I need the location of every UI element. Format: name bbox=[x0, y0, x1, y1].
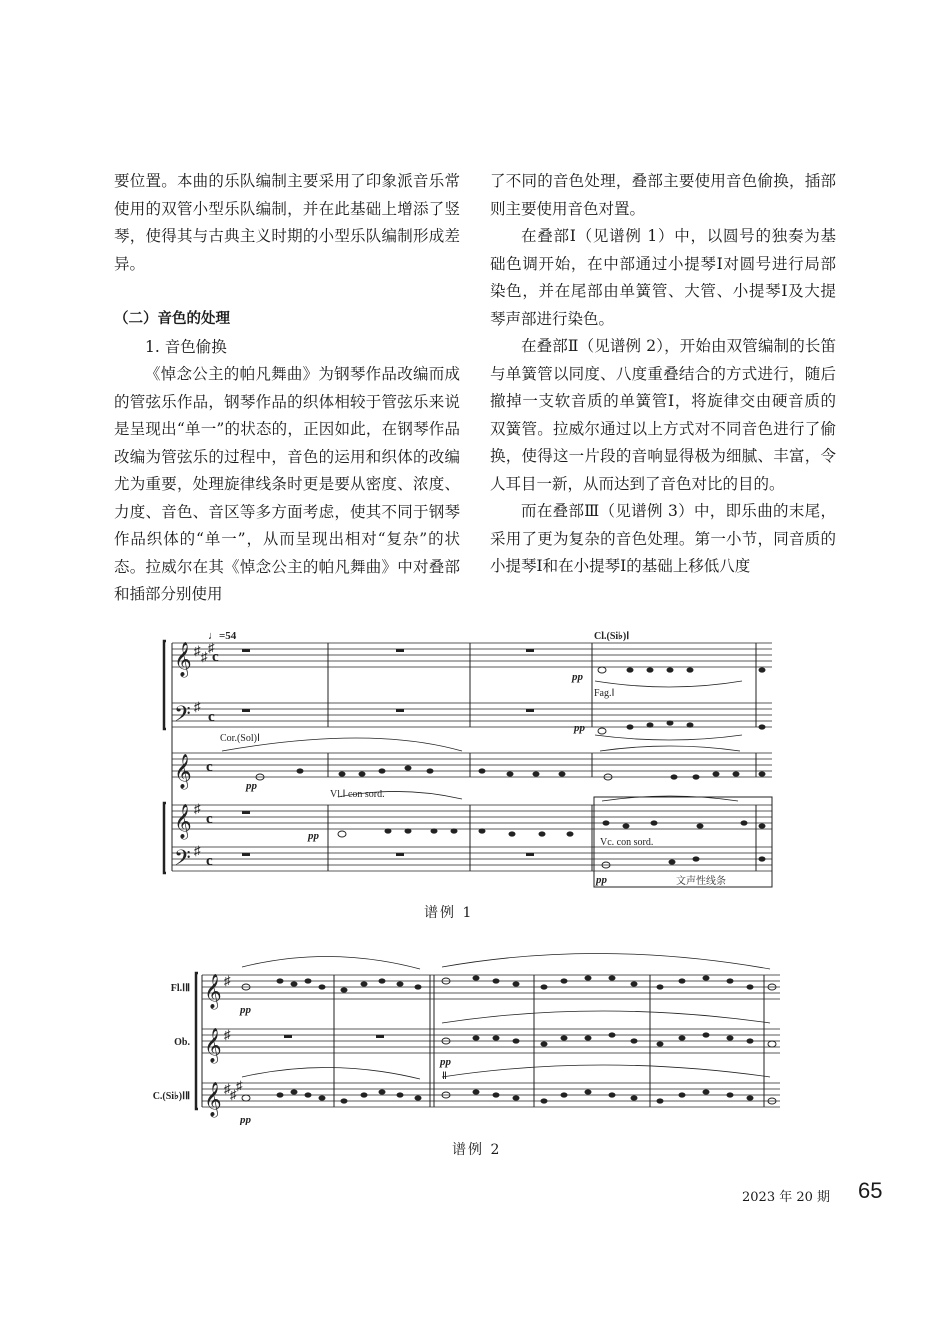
svg-text:♯: ♯ bbox=[224, 1027, 231, 1042]
svg-text:♯: ♯ bbox=[236, 1078, 243, 1093]
svg-text:c: c bbox=[206, 853, 213, 869]
staff-clarinet bbox=[172, 643, 772, 667]
staff-flute bbox=[202, 975, 780, 999]
cello-label: Vc. con sord. bbox=[600, 837, 654, 848]
section-heading: （二）音色的处理 bbox=[114, 311, 230, 327]
subsection-heading: 1. 音色偷换 bbox=[145, 337, 227, 356]
dynamic-marking: pp bbox=[308, 830, 319, 842]
svg-text:𝄞: 𝄞 bbox=[174, 755, 192, 788]
svg-text:𝄢: 𝄢 bbox=[174, 846, 191, 875]
svg-text:c: c bbox=[206, 759, 213, 775]
box-annotation: 文声性线条 bbox=[676, 876, 726, 887]
svg-text:♯: ♯ bbox=[224, 1081, 231, 1096]
staff-clarinet bbox=[202, 1083, 780, 1107]
svg-text:c: c bbox=[212, 649, 219, 665]
svg-text:♯: ♯ bbox=[224, 973, 231, 988]
dynamic-marking: pp bbox=[240, 1114, 251, 1125]
svg-text:𝄞: 𝄞 bbox=[174, 805, 192, 838]
paragraph: 在叠部Ⅰ（见谱例 1）中，以圆号的独奏为基础色调开始，在中部通过小提琴Ⅰ对圆号进行局部染色，并在尾部由单簧管、大管、小提琴Ⅰ及大提琴声部进行染色。 bbox=[490, 227, 836, 328]
dynamic-marking: pp bbox=[246, 780, 257, 792]
score-caption-2: 谱例 2 bbox=[452, 1142, 502, 1158]
staff-cello bbox=[172, 847, 772, 871]
dynamic-marking: pp bbox=[596, 874, 607, 886]
staff-bassoon bbox=[172, 703, 772, 727]
svg-text:𝄞: 𝄞 bbox=[204, 1083, 222, 1116]
paragraph: 而在叠部Ⅲ（见谱例 3）中，即乐曲的末尾，采用了更为复杂的音色处理。第一小节，同音质的小提琴Ⅰ和在小提琴Ⅰ的基础上移低八度 bbox=[490, 502, 836, 575]
text-column-right bbox=[490, 168, 836, 581]
svg-text:♯: ♯ bbox=[194, 843, 201, 858]
text-column-left bbox=[114, 168, 460, 609]
dynamic-marking: pp bbox=[572, 671, 583, 683]
clarinet-label: C.(Si♭)ⅠⅡ bbox=[152, 1091, 190, 1102]
paragraph: 要位置。本曲的乐队编制主要采用了印象派音乐常使用的双管小型乐队编制，并在此基础上增添了竖琴，使得其与古典主义时期的小型乐队编制形成差异。 bbox=[114, 172, 460, 273]
tempo-marking: ♩=54 bbox=[208, 630, 237, 642]
svg-text:c: c bbox=[208, 709, 215, 725]
score-example-2 bbox=[130, 945, 795, 1125]
svg-text:c: c bbox=[206, 811, 213, 827]
svg-text:𝄞: 𝄞 bbox=[204, 975, 222, 1008]
svg-text:♯: ♯ bbox=[208, 640, 215, 655]
issue-label: 2023 年 20 期 bbox=[742, 1190, 831, 1205]
clarinet-label: Cl.(Si♭)Ⅰ bbox=[594, 631, 630, 642]
svg-text:♯: ♯ bbox=[201, 649, 208, 664]
svg-text:♯: ♯ bbox=[194, 643, 201, 658]
staff-violin bbox=[172, 805, 772, 829]
svg-text:♯: ♯ bbox=[194, 801, 201, 816]
paragraph: 《悼念公主的帕凡舞曲》为钢琴作品改编而成的管弦乐作品，钢琴作品的织体相较于管弦乐来说是呈现出“单一”的状态的，正因如此，在钢琴作品改编为管弦乐的过程中，音色的运用和织体的改编尤为重要，处理旋律线条时更是要从密度、浓度、力度、音色、音区等多方面考虑，使其不同于钢琴作品织体的“单一”，从而呈现出相对“复杂”的状态。拉威尔在其《悼念公主的帕凡舞曲》中对叠部和插部分别使用 bbox=[114, 365, 460, 603]
svg-text:𝄢: 𝄢 bbox=[174, 702, 191, 731]
paragraph: 了不同的音色处理，叠部主要使用音色偷换，插部则主要使用音色对置。 bbox=[490, 172, 836, 218]
svg-text:𝄞: 𝄞 bbox=[174, 643, 192, 676]
dynamic-marking: pp bbox=[440, 1056, 451, 1068]
dynamic-marking: pp bbox=[574, 722, 585, 734]
svg-text:♯: ♯ bbox=[194, 699, 201, 714]
oboe-label: Ob. bbox=[174, 1037, 190, 1048]
bassoon-label: Fag.Ⅰ bbox=[594, 688, 615, 699]
clarinet-part-label: Ⅱ bbox=[442, 1071, 447, 1082]
dynamic-marking: pp bbox=[240, 1004, 251, 1016]
page-number: 65 bbox=[858, 1178, 883, 1203]
staff-horn bbox=[172, 753, 772, 777]
horn-label: Cor.(Sol)Ⅰ bbox=[220, 733, 260, 744]
score-caption-1: 谱例 1 bbox=[424, 905, 474, 921]
paragraph: 在叠部Ⅱ（见谱例 2），开始由双管编制的长笛与单簧管以同度、八度重叠结合的方式进行，随后撤掉一支软音质的单簧管Ⅰ，将旋律交由硬音质的双簧管。拉威尔通过以上方式对不同音色进行了偷换，使得这一片段的音响显得极为细腻、丰富，令人耳目一新，从而达到了音色对比的目的。 bbox=[490, 337, 836, 493]
svg-text:♯: ♯ bbox=[230, 1087, 237, 1102]
staff-oboe bbox=[202, 1029, 780, 1053]
svg-text:𝄞: 𝄞 bbox=[204, 1029, 222, 1062]
flute-label: Fl.ⅠⅡ bbox=[170, 983, 190, 994]
violin-label: Vl.Ⅰ con sord. bbox=[330, 789, 385, 800]
score-example-1 bbox=[150, 625, 790, 895]
